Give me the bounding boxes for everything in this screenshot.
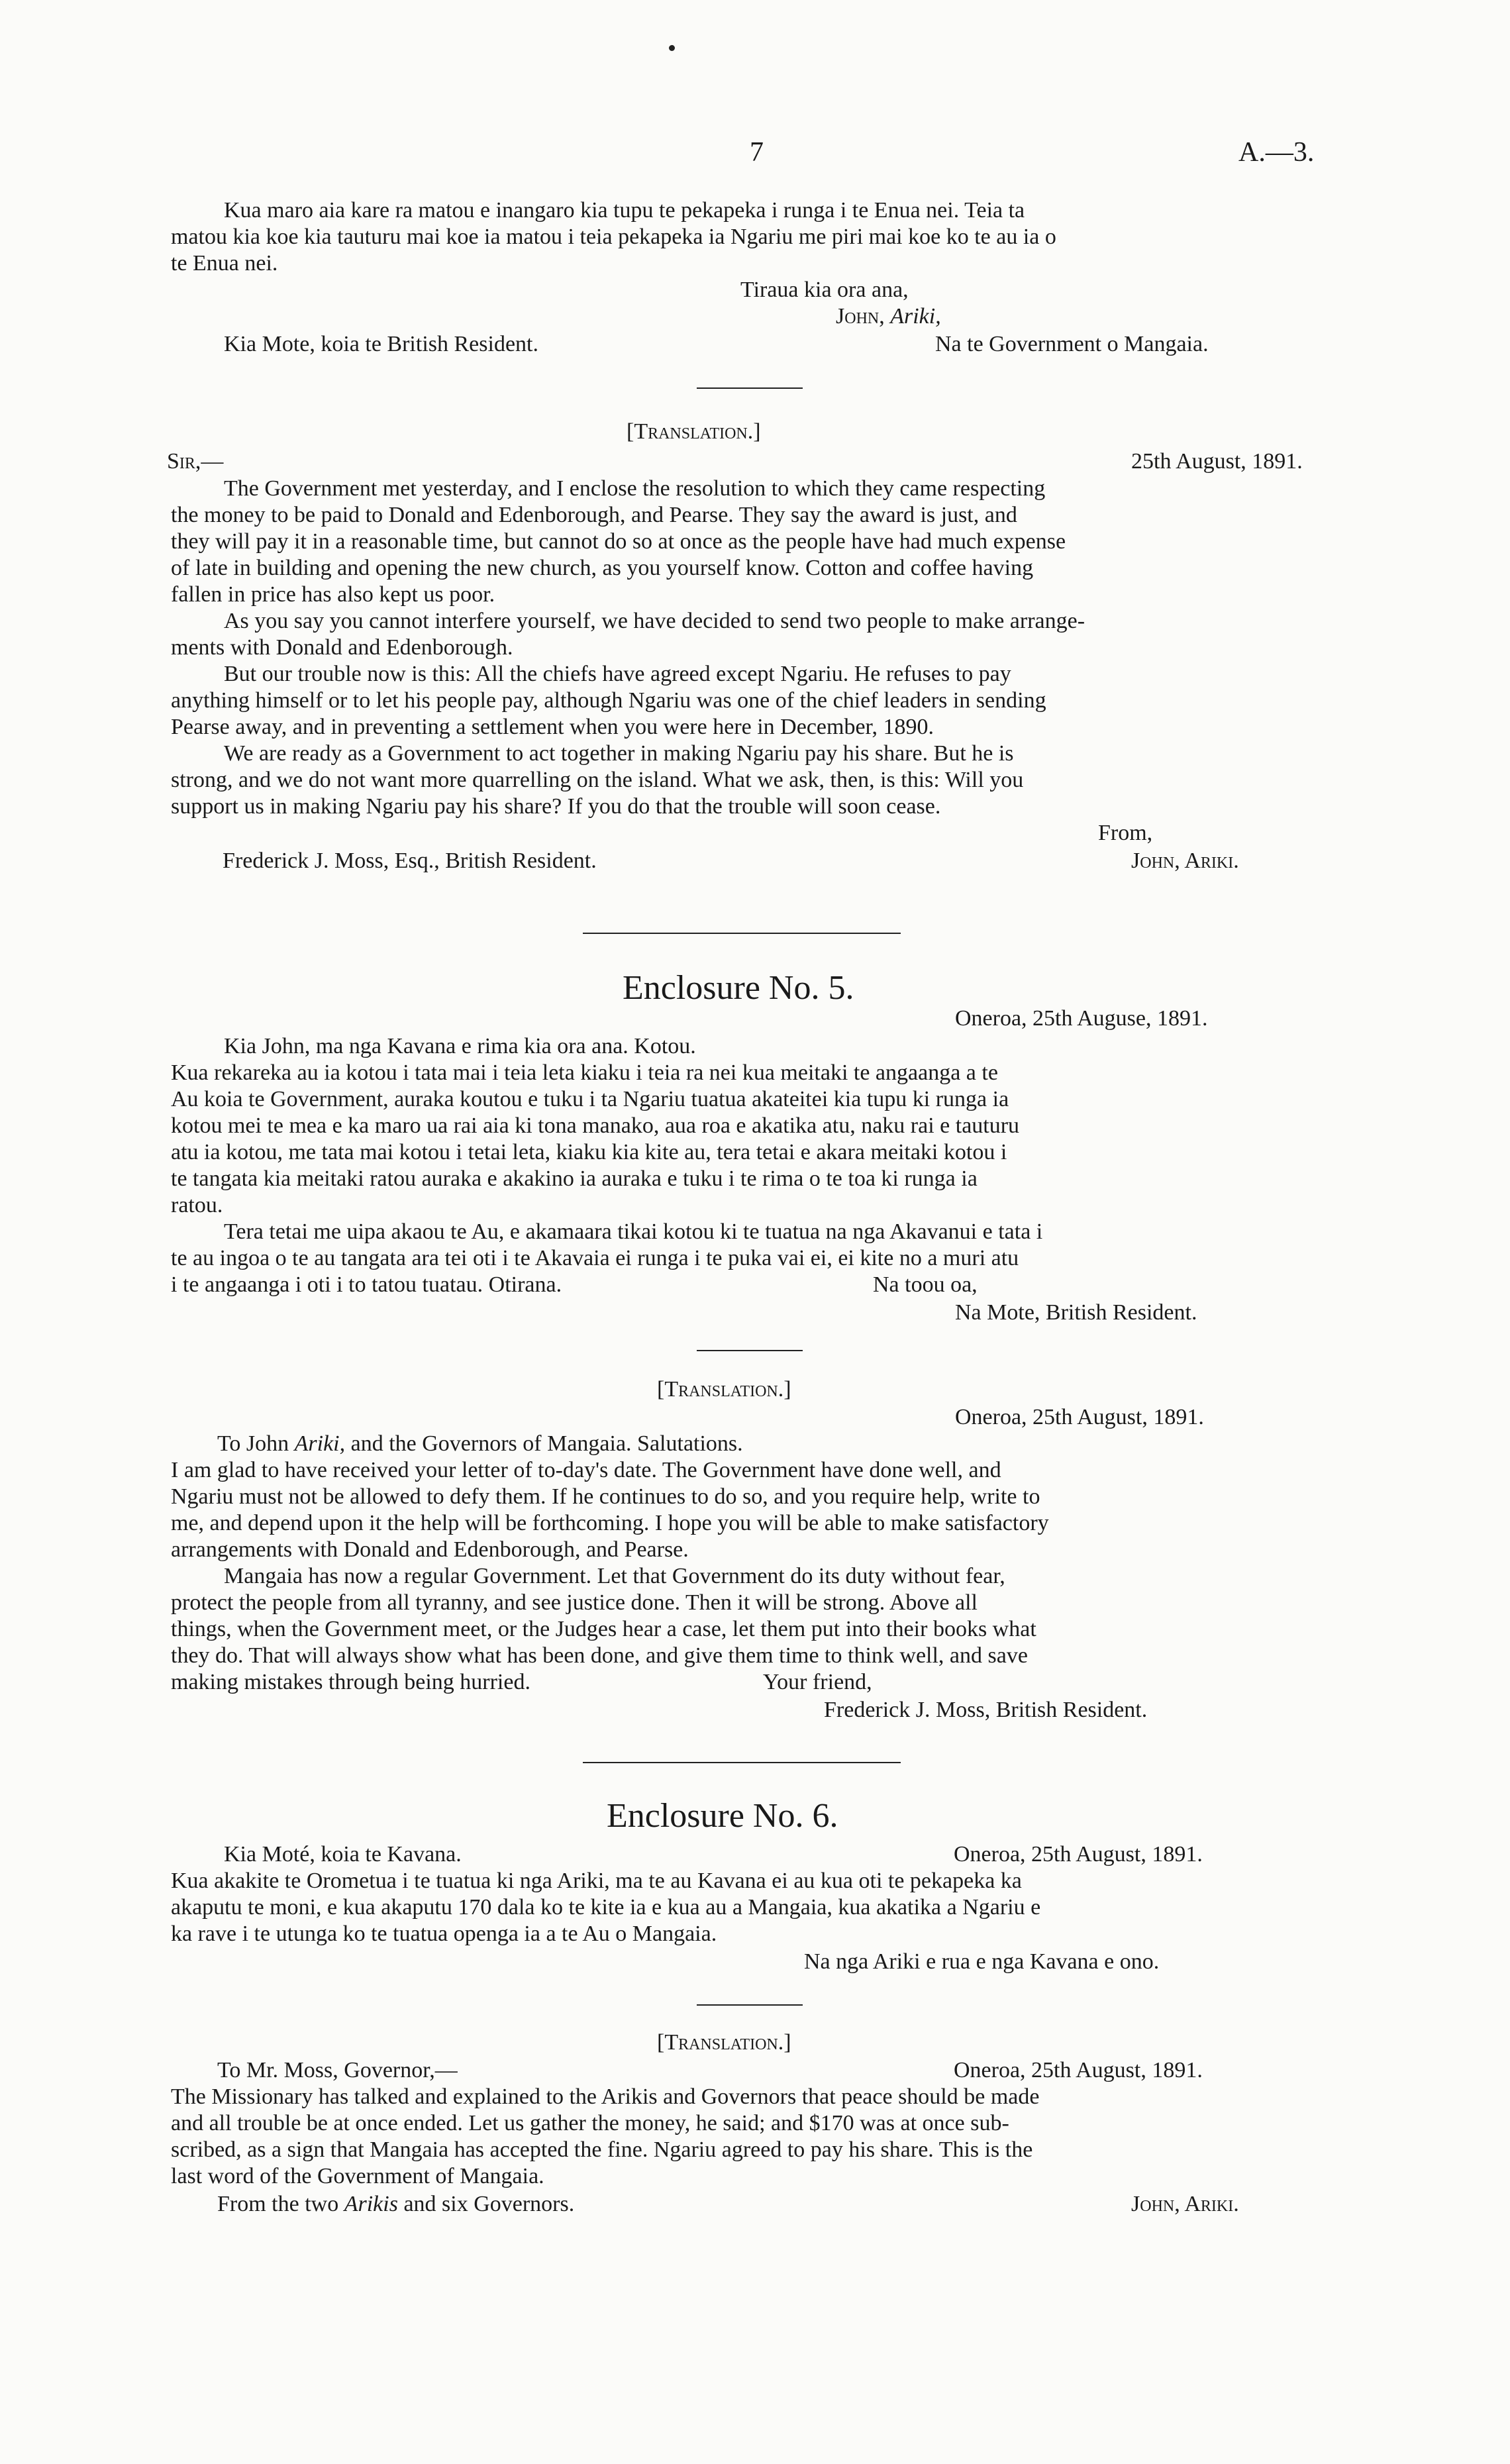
section-divider — [697, 2004, 803, 2006]
body-line: I am glad to have received your letter of to-day's date. The Government have done well, and — [171, 1458, 1001, 1482]
body-line: Tera tetai me uipa akaou te Au, e akamaara tikai kotou ki te tuatua na nga Akavanui e tata i — [224, 1219, 1043, 1244]
enclosure-5-body — [171, 1060, 1338, 1298]
enclosure-signature: Na nga Ariki e rua e nga Kavana e ono. — [804, 1949, 1160, 1974]
letter-from: From, — [1098, 821, 1153, 845]
section-divider — [583, 933, 901, 934]
translation-signature: John, Ariki. — [1131, 2192, 1239, 2216]
body-line: We are ready as a Government to act together in making Ngariu pay his share. But he is — [224, 741, 1014, 766]
translation-closing: Your friend, — [763, 1670, 872, 1694]
letter-government: Na te Government o Mangaia. — [935, 332, 1209, 356]
body-line: and all trouble be at once ended. Let us gather the money, he said; and $170 was at once sub- — [171, 2111, 1009, 2135]
enclosure-addressee: Kia Moté, koia te Kavana. — [224, 1842, 462, 1867]
body-line: The Missionary has talked and explained to the Arikis and Governors that peace should be made — [171, 2084, 1040, 2109]
body-line: of late in building and opening the new church, as you yourself know. Cotton and coffee having — [171, 556, 1034, 580]
body-line: ments with Donald and Edenborough. — [171, 635, 513, 660]
body-line: Mangaia has now a regular Government. Let that Government do its duty without fear, — [224, 1564, 1005, 1588]
translation-2-body — [171, 1457, 1338, 1696]
letter-date: 25th August, 1891. — [1131, 449, 1303, 474]
body-line: they do. That will always show what has been done, and give them time to think well, and save — [171, 1643, 1028, 1668]
section-divider — [697, 1350, 803, 1351]
letter-signature: John, Ariki. — [1131, 848, 1239, 873]
section-divider — [697, 387, 803, 389]
translation-place-date: Oneroa, 25th August, 1891. — [954, 2058, 1203, 2082]
enclosure-place-date: Oneroa, 25th August, 1891. — [954, 1842, 1203, 1867]
translation-3-body — [171, 2084, 1338, 2190]
body-line: they will pay it in a reasonable time, but cannot do so at once as the people have had much expense — [171, 529, 1066, 554]
letter-addressee: Kia Mote, koia te British Resident. — [224, 332, 538, 356]
body-line: me, and depend upon it the help will be forthcoming. I hope you will be able to make satisfactory — [171, 1511, 1049, 1535]
enclosure-closing: Na toou oa, — [873, 1272, 978, 1297]
body-line: making mistakes through being hurried. — [171, 1670, 530, 1694]
body-line: support us in making Ngariu pay his share? If you do that the trouble will soon cease. — [171, 794, 941, 819]
translation-addressee: To John Ariki, and the Governors of Mangaia. Salutations. — [217, 1431, 743, 1456]
body-line: Kua rekareka au ia kotou i tata mai i teia leta kiaku i teia ra nei kua meitaki te angaanga a te — [171, 1060, 998, 1085]
salutation: Sir,— — [167, 449, 224, 474]
body-line: Kua akakite te Orometua i te tuatua ki nga Ariki, ma te au Kavana ei au kua oti te pekapeka ka — [171, 1869, 1022, 1893]
enclosure-greeting: Kia John, ma nga Kavana e rima kia ora ana. Kotou. — [224, 1034, 696, 1058]
body-line: scribed, as a sign that Mangaia has accepted the fine. Ngariu agreed to pay his share. This is the — [171, 2137, 1033, 2162]
body-line: ratou. — [171, 1193, 223, 1217]
body-line: fallen in price has also kept us poor. — [171, 582, 495, 607]
translation-label: [Translation.] — [657, 1377, 791, 1402]
body-line: strong, and we do not want more quarrelling on the island. What we ask, then, is this: Will you — [171, 768, 1024, 792]
body-line: last word of the Government of Mangaia. — [171, 2164, 544, 2188]
body-line: arrangements with Donald and Edenborough, and Pearse. — [171, 1537, 689, 1562]
ink-speck — [669, 45, 675, 51]
body-line: As you say you cannot interfere yourself, we have decided to send two people to make arrange- — [224, 609, 1085, 633]
body-line: Au koia te Government, auraka koutou e tuku i ta Ngariu tuatua akateitei kia tupu ki runga ia — [171, 1087, 1009, 1111]
body-line: matou kia koe kia tauturu mai koe ia matou i teia pekapeka ia Ngariu me piri mai koe ko te au ia o — [171, 225, 1056, 249]
enclosure-title: Enclosure No. 5. — [623, 969, 854, 1007]
body-line: Kua maro aia kare ra matou e inangaro kia tupu te pekapeka i runga i te Enua nei. Teia ta — [224, 198, 1025, 223]
enclosure-title: Enclosure No. 6. — [607, 1797, 838, 1835]
document-reference: A.—3. — [1238, 137, 1315, 168]
translation-signature: Frederick J. Moss, British Resident. — [824, 1698, 1148, 1722]
section-divider — [583, 1762, 901, 1763]
enclosure-place-date: Oneroa, 25th Auguse, 1891. — [955, 1006, 1208, 1031]
translation-place-date: Oneroa, 25th August, 1891. — [955, 1405, 1204, 1429]
body-line: te au ingoa o te au tangata ara tei oti i te Akavaia ei runga i te puka vai ei, ei kite no a muri atu — [171, 1246, 1019, 1270]
enclosure-signature: Na Mote, British Resident. — [955, 1300, 1197, 1325]
body-line: Pearse away, and in preventing a settlement when you were here in December, 1890. — [171, 715, 934, 739]
page-number: 7 — [750, 137, 764, 168]
maori-letter-body — [171, 197, 1338, 277]
translation-addressee: To Mr. Moss, Governor,— — [217, 2058, 458, 2082]
letter-signature: John, Ariki, — [836, 304, 941, 329]
body-line: anything himself or to let his people pay, although Ngariu was one of the chief leaders in sending — [171, 688, 1046, 713]
body-line: akaputu te moni, e kua akaputu 170 dala ko te kite ia e kua au a Mangaia, kua akatika a Ngariu e — [171, 1895, 1041, 1920]
translation-from: From the two Arikis and six Governors. — [217, 2192, 575, 2216]
body-line: things, when the Government meet, or the Judges hear a case, let them put into their books what — [171, 1617, 1036, 1641]
body-line: Ngariu must not be allowed to defy them. If he continues to do so, and you require help, write to — [171, 1484, 1040, 1509]
body-line: protect the people from all tyranny, and see justice done. Then it will be strong. Above all — [171, 1590, 978, 1615]
letter-closing: Tiraua kia ora ana, — [740, 278, 909, 302]
body-line: te tangata kia meitaki ratou auraka e akakino ia auraka e tuku i te rima o te toa ki runga ia — [171, 1166, 978, 1191]
enclosure-6-body — [171, 1868, 1338, 1947]
body-line: The Government met yesterday, and I enclose the resolution to which they came respecting — [224, 476, 1046, 501]
letter-addressee: Frederick J. Moss, Esq., British Resident. — [223, 848, 597, 873]
body-line: kotou mei te mea e ka maro ua rai aia ki tona manako, aua roa e akatika atu, naku rai e tauturu — [171, 1113, 1020, 1138]
body-line: ka rave i te utunga ko te tuatua openga ia a te Au o Mangaia. — [171, 1922, 717, 1946]
body-line: atu ia kotou, me tata mai kotou i tetai leta, kiaku kia kite au, tera tetai e akara meitaki kotou i — [171, 1140, 1007, 1164]
body-line: i te angaanga i oti i to tatou tuatau. Otirana. — [171, 1272, 562, 1297]
translation-1-body — [171, 476, 1338, 820]
body-line: te Enua nei. — [171, 251, 278, 276]
body-line: the money to be paid to Donald and Edenborough, and Pearse. They say the award is just, and — [171, 503, 1017, 527]
body-line: But our trouble now is this: All the chiefs have agreed except Ngariu. He refuses to pay — [224, 662, 1011, 686]
translation-label: [Translation.] — [657, 2030, 791, 2055]
translation-label: [Translation.] — [627, 419, 761, 444]
